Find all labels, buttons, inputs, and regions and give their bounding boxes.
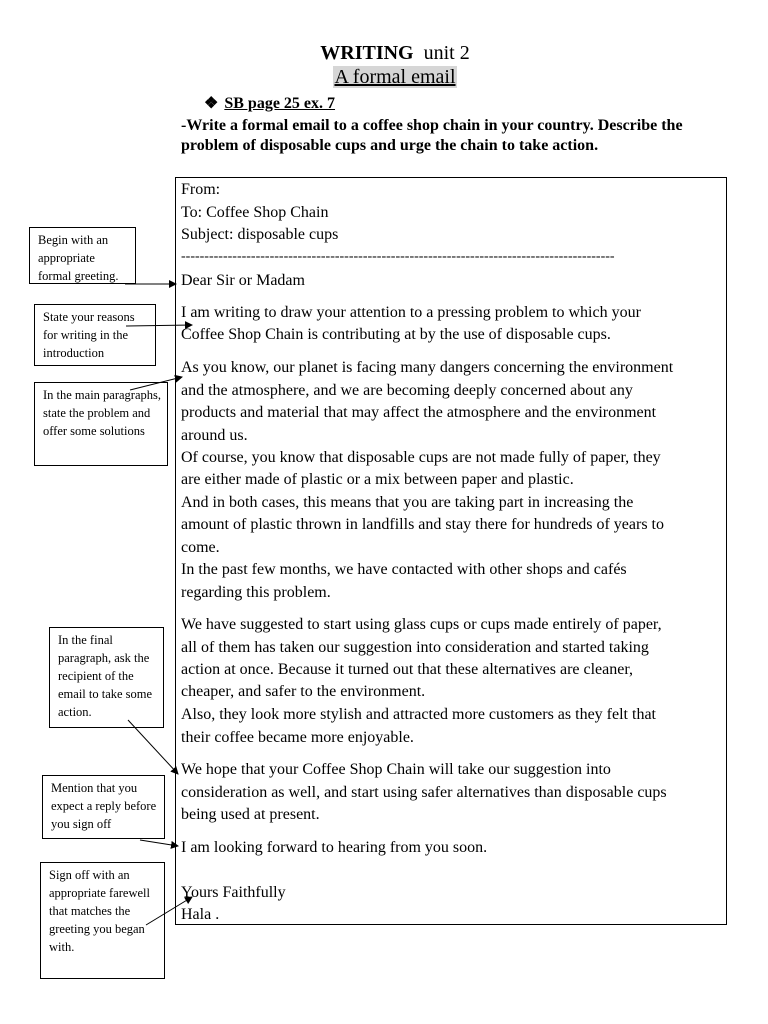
body-line: being used at present. — [181, 806, 320, 823]
body-line: We have suggested to start using glass cups or cups made entirely of paper, — [181, 616, 662, 633]
body-line: all of them has taken our suggestion into consideration and started taking — [181, 639, 649, 656]
subtitle-text: A formal email — [334, 66, 456, 88]
note-main: In the main paragraphs, state the problem and offer some solutions — [34, 382, 168, 466]
title-unit: unit 2 — [423, 42, 470, 64]
email-from: From: — [181, 181, 221, 198]
body-line: In the past few months, we have contacted with other shops and cafés — [181, 561, 627, 578]
note-reply: Mention that you expect a reply before you sign off — [42, 775, 165, 839]
body-line: I am writing to draw your attention to a pressing problem to which your — [181, 304, 641, 321]
note-reasons: State your reasons for writing in the introduction — [34, 304, 156, 366]
arrow-main — [130, 377, 182, 390]
body-line: around us. — [181, 427, 248, 444]
body-line: products and material that may affect the atmosphere and the environment — [181, 404, 657, 421]
body-line: their coffee became more enjoyable. — [181, 729, 414, 746]
email-signature-name: Hala . — [181, 906, 220, 923]
note-farewell: Sign off with an appropriate farewell that matches the greeting you began with. — [40, 862, 165, 979]
note-greeting: Begin with an appropriate formal greeting. — [29, 227, 136, 284]
body-line: action at once. Because it turned out that these alternatives are cleaner, — [181, 661, 634, 678]
body-line: regarding this problem. — [181, 584, 331, 601]
arrow-reply — [140, 840, 178, 846]
body-line: As you know, our planet is facing many dangers concerning the environment — [181, 359, 674, 376]
body-line: and the atmosphere, and we are becoming deeply concerned about any — [181, 382, 633, 399]
body-line: Coffee Shop Chain is contributing at by the use of disposable cups. — [181, 326, 611, 343]
arrow-farewell — [146, 897, 192, 925]
body-line: amount of plastic thrown in landfills and stay there for hundreds of years to — [181, 516, 664, 533]
body-line: cheaper, and safer to the environment. — [181, 683, 426, 700]
body-line: We hope that your Coffee Shop Chain will take our suggestion into — [181, 761, 611, 778]
task-instruction: -Write a formal email to a coffee shop chain in your country. Describe the problem of disposable cups and urge the chain to take action. — [181, 117, 683, 154]
body-line: I am looking forward to hearing from you soon. — [181, 839, 488, 856]
arrow-reasons — [126, 325, 192, 326]
email-divider: --------------------------------------------------------------------------------------------- — [181, 249, 615, 264]
diamond-bullet-icon: ❖ — [204, 95, 219, 112]
reference-text: SB page 25 ex. 7 — [224, 95, 336, 112]
email-greeting: Dear Sir or Madam — [181, 272, 305, 289]
title-bold: WRITING — [320, 42, 414, 64]
body-line: Also, they look more stylish and attracted more customers as they felt that — [181, 706, 656, 723]
body-line: Of course, you know that disposable cups are not made fully of paper, they — [181, 449, 661, 466]
body-line: are either made of plastic or a mix between paper and plastic. — [181, 471, 574, 488]
body-line: consideration as well, and start using safer alternatives than disposable cups — [181, 784, 667, 801]
email-subject: Subject: disposable cups — [181, 226, 339, 243]
body-line: come. — [181, 539, 220, 556]
email-to: To: Coffee Shop Chain — [181, 204, 329, 221]
body-line: And in both cases, this means that you are taking part in increasing the — [181, 494, 634, 511]
arrow-final — [128, 720, 178, 774]
email-signoff: Yours Faithfully — [181, 884, 286, 901]
note-final: In the final paragraph, ask the recipient of the email to take some action. — [49, 627, 164, 728]
